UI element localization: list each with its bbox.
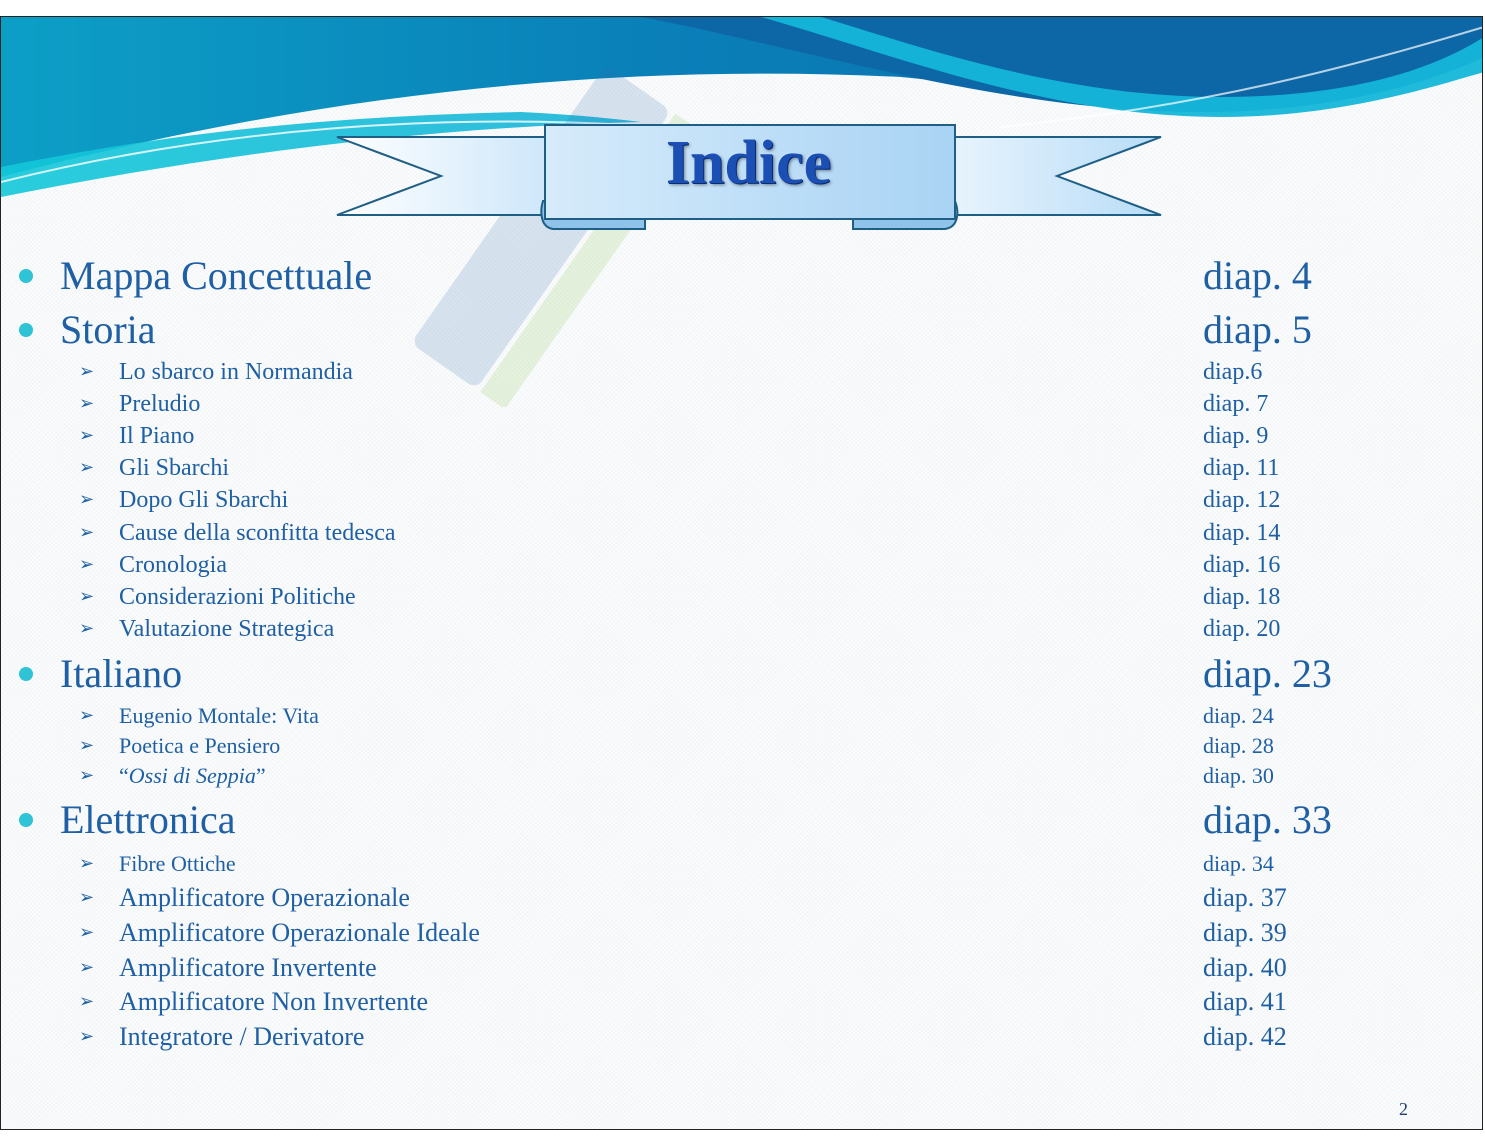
item-label: Preludio xyxy=(119,391,201,417)
section-label: Elettronica xyxy=(60,797,236,842)
arrowhead-bullet-icon: ➢ xyxy=(79,765,95,786)
arrowhead-bullet-icon: ➢ xyxy=(79,586,95,607)
index-item[interactable] xyxy=(0,485,1485,515)
arrowhead-bullet-icon: ➢ xyxy=(79,853,95,874)
item-page: diap. 39 xyxy=(1203,918,1287,947)
round-bullet-icon xyxy=(19,667,33,681)
arrowhead-bullet-icon: ➢ xyxy=(79,457,95,478)
item-page: diap. 34 xyxy=(1203,851,1274,876)
item-label: Gli Sbarchi xyxy=(119,455,229,481)
index-section-elettronica[interactable] xyxy=(0,796,1485,844)
item-page: diap. 12 xyxy=(1203,487,1281,513)
item-label: Poetica e Pensiero xyxy=(119,733,281,758)
index-item[interactable] xyxy=(0,917,1485,949)
item-label: Lo sbarco in Normandia xyxy=(119,359,353,385)
item-page: diap. 11 xyxy=(1203,455,1280,481)
index-item[interactable] xyxy=(0,986,1485,1018)
italic-title: Ossi di Seppia xyxy=(128,763,256,788)
item-label: Cronologia xyxy=(119,552,227,578)
item-page: diap. 18 xyxy=(1203,584,1281,610)
item-label: Eugenio Montale: Vita xyxy=(119,703,319,728)
page-title: Indice xyxy=(665,129,832,197)
index-item[interactable] xyxy=(0,952,1485,984)
item-page: diap. 14 xyxy=(1203,520,1281,546)
arrowhead-bullet-icon: ➢ xyxy=(79,489,95,510)
round-bullet-icon xyxy=(19,269,33,283)
item-page: diap. 30 xyxy=(1203,763,1274,788)
section-label: Italiano xyxy=(60,651,183,696)
index-item[interactable] xyxy=(0,582,1485,612)
item-label: Considerazioni Politiche xyxy=(119,584,356,610)
item-page: diap. 41 xyxy=(1203,987,1287,1016)
index-item[interactable] xyxy=(0,1021,1485,1053)
index-item[interactable] xyxy=(0,389,1485,419)
arrowhead-bullet-icon: ➢ xyxy=(79,393,95,414)
item-page: diap. 24 xyxy=(1203,703,1274,728)
arrowhead-bullet-icon: ➢ xyxy=(79,361,95,382)
arrowhead-bullet-icon: ➢ xyxy=(79,735,95,756)
item-label: Fibre Ottiche xyxy=(119,851,236,876)
index-item[interactable] xyxy=(0,518,1485,548)
quote-open: “ xyxy=(119,763,129,788)
arrowhead-bullet-icon: ➢ xyxy=(79,887,95,908)
index-section-italiano[interactable] xyxy=(0,650,1485,698)
arrowhead-bullet-icon: ➢ xyxy=(79,618,95,639)
index-section-mappa[interactable] xyxy=(0,252,1485,300)
section-page: diap. 5 xyxy=(1203,307,1312,352)
arrowhead-bullet-icon: ➢ xyxy=(79,705,95,726)
item-label: Il Piano xyxy=(119,423,195,449)
arrowhead-bullet-icon: ➢ xyxy=(79,991,95,1012)
arrowhead-bullet-icon: ➢ xyxy=(79,554,95,575)
round-bullet-icon xyxy=(19,813,33,827)
item-label: Amplificatore Invertente xyxy=(119,953,377,982)
round-bullet-icon xyxy=(19,323,33,337)
index-item[interactable] xyxy=(0,732,1485,760)
item-label xyxy=(119,762,266,790)
item-label: Valutazione Strategica xyxy=(119,616,335,642)
item-page: diap. 20 xyxy=(1203,616,1281,642)
index-item[interactable] xyxy=(0,702,1485,730)
index-item[interactable] xyxy=(0,421,1485,451)
arrowhead-bullet-icon: ➢ xyxy=(79,922,95,943)
arrowhead-bullet-icon: ➢ xyxy=(79,425,95,446)
index-item[interactable] xyxy=(0,850,1485,878)
item-page: diap. 37 xyxy=(1203,883,1287,912)
item-page: diap. 42 xyxy=(1203,1022,1287,1051)
item-label: Integratore / Derivatore xyxy=(119,1022,365,1051)
slide-page-number: 2 xyxy=(1399,1099,1408,1119)
index-item[interactable] xyxy=(0,882,1485,914)
item-page: diap. 9 xyxy=(1203,423,1269,449)
index-item[interactable] xyxy=(0,614,1485,644)
item-label: Dopo Gli Sbarchi xyxy=(119,487,289,513)
item-label: Cause della sconfitta tedesca xyxy=(119,520,396,546)
index-item[interactable] xyxy=(0,453,1485,483)
item-label: Amplificatore Operazionale xyxy=(119,883,410,912)
item-page: diap. 40 xyxy=(1203,953,1287,982)
index-item[interactable] xyxy=(0,762,1485,790)
arrowhead-bullet-icon: ➢ xyxy=(79,522,95,543)
index-item[interactable] xyxy=(0,550,1485,580)
section-page: diap. 33 xyxy=(1203,797,1332,842)
index-section-storia[interactable] xyxy=(0,306,1485,354)
quote-close: ” xyxy=(255,763,266,788)
item-page: diap. 16 xyxy=(1203,552,1281,578)
index-item[interactable] xyxy=(0,357,1485,387)
arrowhead-bullet-icon: ➢ xyxy=(79,957,95,978)
item-page: diap. 28 xyxy=(1203,733,1274,758)
section-page: diap. 23 xyxy=(1203,651,1332,696)
arrowhead-bullet-icon: ➢ xyxy=(79,1026,95,1047)
section-page: diap. 4 xyxy=(1203,253,1312,298)
item-page: diap. 7 xyxy=(1203,391,1269,417)
item-label: Amplificatore Operazionale Ideale xyxy=(119,918,480,947)
item-label: Amplificatore Non Invertente xyxy=(119,987,428,1016)
section-label: Storia xyxy=(60,307,156,352)
section-label: Mappa Concettuale xyxy=(60,253,373,298)
item-page: diap.6 xyxy=(1203,359,1263,385)
